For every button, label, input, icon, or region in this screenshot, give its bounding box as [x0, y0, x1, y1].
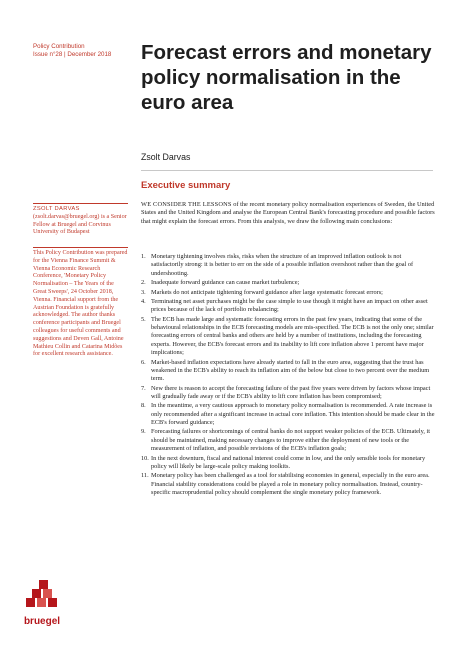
item-number: 11. [141, 472, 149, 480]
item-text: Markets do not anticipate tightening forward guidance after large systematic forecast errors; [151, 288, 383, 296]
item-number: 7. [141, 384, 146, 392]
author-note-text: (zsolt.darvas@bruegel.org) is a Senior Fellow at Bruegel and Corvinus University of Budapest [33, 213, 127, 236]
item-text: In the meantime, a very cautious approach to monetary policy normalisation is recommended. A rate increase is only recommended after a significant increase in actual core inflation. This intention should be made clear in the ECB's forward guidance; [151, 402, 435, 426]
item-text: New there is reason to accept the forecasting failure of the past five years were driven by factors whose impact will gradually fade away or if the ECB's ability to lift core inflation has been compromised; [151, 384, 431, 400]
author-note [33, 203, 128, 237]
intro-paragraph [141, 201, 435, 226]
series-name: Policy Contribution [33, 43, 85, 50]
divider [141, 170, 433, 171]
item-number: 6. [141, 358, 146, 366]
list-item [141, 402, 435, 427]
item-text: The ECB has made large and systematic forecasting errors in the past few years, indicating that some of the behavioural relationships in the ECB forecasting models are mis-specified. The ECB is not the only one; similar forecasting errors of central banks and others are held by a number of institutions, including the forecasting experts. However, the ECB's forecast errors and its inability to lift core inflation above 1 percent have major implications; [151, 315, 434, 357]
sidebar-rule [33, 203, 128, 204]
list-item [141, 298, 435, 315]
list-item [141, 472, 435, 497]
item-text: In the next downturn, fiscal and national interest could come in low, and the only sensible tools for monetary policy will likely be large-scale policy making toolkits. [151, 454, 426, 470]
item-text: Monetary tightening involves risks, risks when the structure of an improved inflation outlook is not satisfactorily strong: it is better to err on the side of a possible inflation overshoot rather than the goal of undershooting. [151, 253, 414, 277]
item-number: 5. [141, 315, 146, 323]
author-name: Zsolt Darvas [141, 152, 191, 162]
item-text: Monetary policy has been challenged as a tool for stabilising economies in general, especially in the euro area. Financial stability considerations could be played a role in monetary policy normalisation. Instead, country-specific macroprudential policy should complement the single monetary policy framework. [151, 472, 430, 496]
item-number: 8. [141, 402, 146, 410]
acknowledgement-text: This Policy Contribution was prepared for the Vienna Finance Summit & Vienna Economic Research Conference, 'Monetary Policy Normalisation – The Years of the Great Sweeps', 24 October 2018, Vienna. Financial support from the Austrian Foundation is gratefully acknowledged. The author thanks conference participants and Bruegel colleagues for useful comments and suggestions and Deven Gall, Antoine Mathieu Collin and Catarina Midões for excellent research assistance. [33, 250, 128, 358]
list-item [141, 428, 435, 453]
item-number: 10. [141, 454, 149, 462]
list-item [141, 316, 435, 357]
list-item [141, 253, 435, 278]
list-item [141, 359, 435, 384]
series-info [33, 43, 133, 59]
item-number: 2. [141, 279, 146, 287]
issue-info: Issue n°28 | December 2018 [33, 51, 112, 59]
item-text: Market-based inflation expectations have already started to fall in the euro area, suggesting that the trust has weakened in the ECB's ability to reach its inflation aim of the below but close to two percent over the medium term. [151, 358, 430, 383]
document-title: Forecast errors and monetary policy normalisation in the euro area [141, 41, 432, 114]
logo-wordmark: bruegel [23, 616, 61, 627]
item-text: Terminating net asset purchases might be the case simple to use though it might have an impact on other asset prices because of the lack of portfolio rebalancing; [151, 298, 428, 314]
item-number: 3. [141, 288, 146, 296]
item-text: Inadequate forward guidance can cause market turbulence; [151, 279, 300, 287]
author-note-name: ZSOLT DARVAS [33, 206, 80, 212]
list-item [141, 279, 435, 287]
executive-summary-heading: Executive summary [141, 180, 231, 191]
intro-text: of the recent monetary policy normalisation experiences of Sweden, the United States and the United Kingdom and analyse the European Central Bank's forecasting procedure and possible factors that might explain the forecast errors. From this analysis, we draw the following main conclusions: [141, 201, 435, 225]
item-text: Forecasting failures or shortcomings of central banks do not support weaker policies of the ECB. Ultimately, it should be maintained, making necessary changes to improve either the deployment of new tools or the measurement of inflation, and possible revisions of the ECB's inflation goals; [151, 428, 431, 453]
item-number: 9. [141, 428, 146, 436]
acknowledgement [33, 247, 128, 359]
list-item [141, 455, 435, 472]
item-number: 4. [141, 298, 146, 306]
list-item [141, 385, 435, 402]
item-number: 1. [141, 253, 146, 260]
intro-lead: WE CONSIDER THE LESSONS [141, 201, 232, 208]
sidebar-rule [33, 247, 128, 248]
list-item [141, 289, 435, 297]
conclusions-list [141, 253, 435, 498]
